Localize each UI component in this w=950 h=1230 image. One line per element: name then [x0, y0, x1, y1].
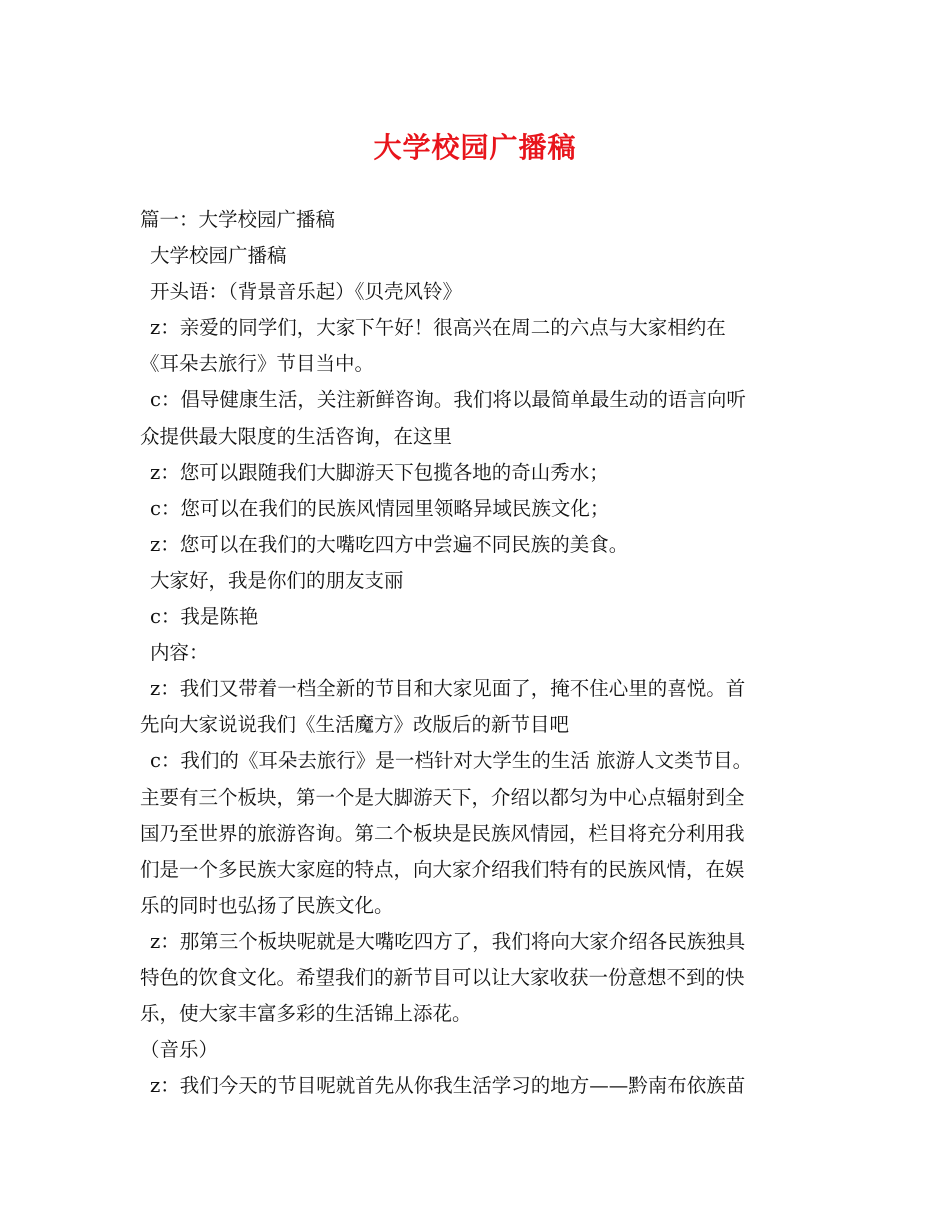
- paragraph-line: z：我们今天的节目呢就首先从你我生活学习的地方——黔南布依族苗: [150, 1074, 746, 1098]
- paragraph-line: 开头语：（背景音乐起）《贝壳风铃》: [150, 280, 463, 304]
- paragraph-line: 国乃至世界的旅游咨询。第二个板块是民族风情园，栏目将充分利用我: [140, 821, 745, 845]
- paragraph-line: 们是一个多民族大家庭的特点，向大家介绍我们特有的民族风情，在娱: [140, 857, 745, 881]
- document-title: 大学校园广播稿: [373, 131, 577, 164]
- paragraph-line: z：亲爱的同学们，大家下午好！很高兴在周二的六点与大家相约在: [150, 316, 726, 340]
- paragraph-line: 众提供最大限度的生活咨询，在这里: [140, 424, 453, 448]
- paragraph-line: 内容：: [150, 641, 209, 665]
- paragraph-line: 大学校园广播稿: [150, 244, 287, 268]
- paragraph-line: z：那第三个板块呢就是大嘴吃四方了，我们将向大家介绍各民族独具: [150, 929, 746, 953]
- paragraph-line: z：我们又带着一档全新的节目和大家见面了，掩不住心里的喜悦。首: [150, 677, 746, 701]
- paragraph-line: 先向大家说说我们《生活魔方》改版后的新节目吧: [140, 713, 570, 737]
- paragraph-line: c：我是陈艳: [150, 605, 259, 629]
- paragraph-line: c：倡导健康生活，关注新鲜咨询。我们将以最简单最生动的语言向听: [150, 388, 746, 412]
- paragraph-line: 篇一：大学校园广播稿: [140, 208, 336, 231]
- paragraph-line: （音乐）: [140, 1038, 219, 1062]
- paragraph-line: c：我们的《耳朵去旅行》是一档针对大学生的生活 旅游人文类节目。: [150, 749, 753, 773]
- paragraph-line: 大家好，我是你们的朋友支丽: [150, 568, 404, 592]
- paragraph-line: z：您可以在我们的大嘴吃四方中尝遍不同民族的美食。: [150, 532, 629, 556]
- paragraph-line: 主要有三个板块，第一个是大脚游天下，介绍以都匀为中心点辐射到全: [140, 785, 745, 809]
- paragraph-line: z：您可以跟随我们大脚游天下包揽各地的奇山秀水；: [150, 460, 609, 484]
- paragraph-line: 特色的饮食文化。希望我们的新节目可以让大家收获一份意想不到的快: [140, 965, 745, 989]
- paragraph-line: 《耳朵去旅行》节目当中。: [140, 352, 375, 376]
- paragraph-line: 乐的同时也弘扬了民族文化。: [140, 893, 394, 917]
- document-body: [140, 202, 816, 1104]
- paragraph-line: 乐，使大家丰富多彩的生活锦上添花。: [140, 1002, 472, 1026]
- paragraph-line: c：您可以在我们的民族风情园里领略异域民族文化；: [150, 496, 610, 520]
